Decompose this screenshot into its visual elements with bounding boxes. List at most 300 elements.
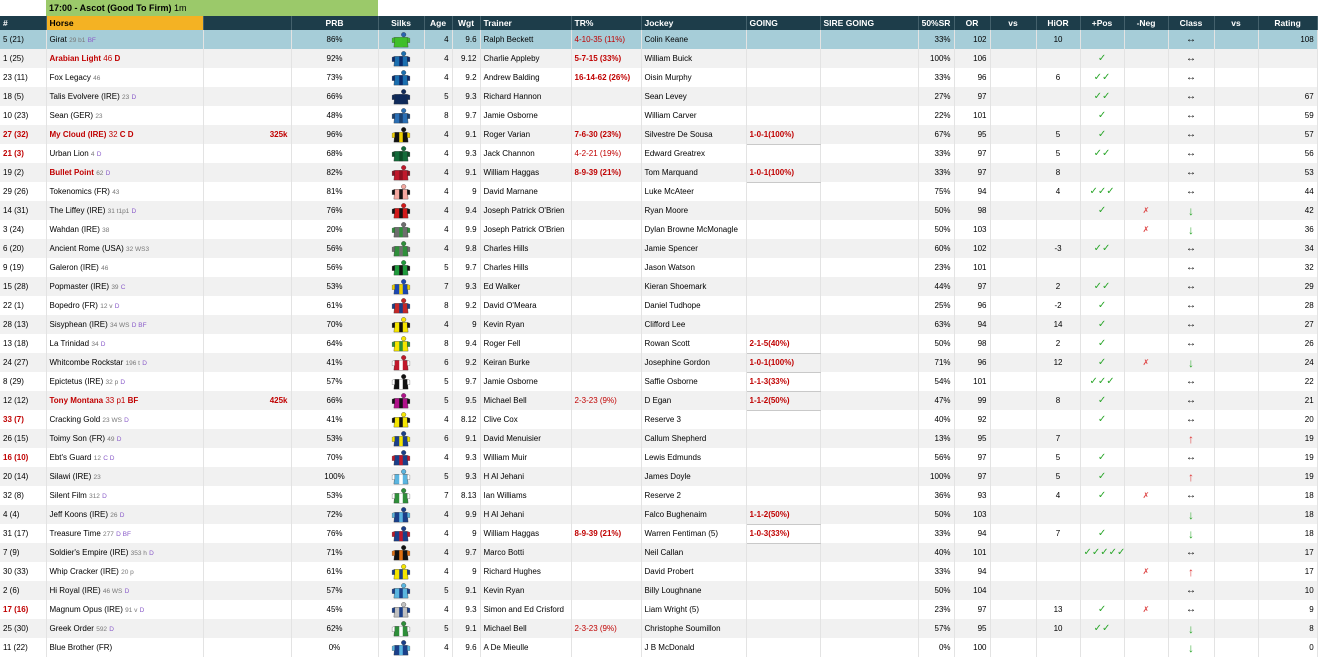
trainer-cell[interactable]	[480, 486, 571, 505]
negative-cell	[1124, 30, 1168, 49]
runner-number-cell	[0, 638, 46, 657]
horse-form-tags: 312	[89, 493, 100, 500]
strike-rate: 54%	[934, 377, 951, 386]
jockey-cell[interactable]	[641, 467, 746, 486]
weight-value-cell	[452, 334, 480, 353]
jockey-cell[interactable]	[641, 30, 746, 49]
runner-row[interactable]	[0, 391, 1317, 410]
horse-cell[interactable]	[46, 68, 203, 87]
rating-cell	[1258, 600, 1317, 619]
arrow-left-right-icon: ↔	[1186, 129, 1197, 140]
horse-cell[interactable]	[46, 619, 203, 638]
runner-number-cell	[0, 391, 46, 410]
trainer-name: Marco Botti	[483, 548, 524, 557]
col-header-vs-14[interactable]: vs	[990, 16, 1036, 30]
class-cell	[1168, 543, 1214, 562]
runner-number-cell	[0, 486, 46, 505]
age-value-cell	[424, 144, 452, 163]
runner-row[interactable]	[0, 429, 1317, 448]
horse-form-tags: 277	[103, 531, 114, 538]
prb-value: 62%	[326, 624, 343, 633]
weight-value-cell	[452, 220, 480, 239]
horse-cell[interactable]	[46, 87, 203, 106]
col-header-or-13[interactable]: OR	[954, 16, 990, 30]
silks-cell	[378, 258, 424, 277]
horse-cell[interactable]	[46, 106, 203, 125]
trainer-cell[interactable]	[480, 258, 571, 277]
vs-cell	[990, 220, 1036, 239]
runner-row[interactable]	[0, 505, 1317, 524]
weight-value: 9.3	[465, 605, 477, 614]
class-cell	[1168, 87, 1214, 106]
going-cell	[746, 106, 820, 125]
trainer-cell[interactable]	[480, 581, 571, 600]
jockey-cell[interactable]	[641, 391, 746, 410]
runner-row[interactable]	[0, 638, 1317, 657]
vs-cell	[990, 391, 1036, 410]
jockey-cell[interactable]	[641, 334, 746, 353]
prb-cell	[291, 429, 378, 448]
horse-cell[interactable]	[46, 448, 203, 467]
rating-cell	[1258, 239, 1317, 258]
trainer-cell[interactable]	[480, 429, 571, 448]
horse-cell[interactable]	[46, 524, 203, 543]
jockey-silks-icon	[392, 92, 410, 101]
trainer-cell[interactable]	[480, 334, 571, 353]
jockey-silks-icon	[392, 605, 410, 614]
negative-cell	[1124, 87, 1168, 106]
runner-number: 24 (27)	[3, 358, 29, 367]
jockey-cell[interactable]	[641, 429, 746, 448]
horse-cell[interactable]	[46, 125, 203, 144]
hior-cell	[1036, 429, 1080, 448]
silks-cell	[378, 296, 424, 315]
jockey-cell[interactable]	[641, 49, 746, 68]
jockey-cell[interactable]	[641, 410, 746, 429]
trainer-cell[interactable]	[480, 201, 571, 220]
positive-cell	[1080, 353, 1124, 372]
jockey-cell[interactable]	[641, 258, 746, 277]
horse-form-tags: 196 t	[125, 360, 140, 367]
horse-cell[interactable]	[46, 429, 203, 448]
jockey-cell[interactable]	[641, 524, 746, 543]
runner-row[interactable]	[0, 239, 1317, 258]
positive-cell	[1080, 391, 1124, 410]
trainer-rate-cell	[571, 106, 641, 125]
runner-number: 19 (2)	[3, 168, 24, 177]
runner-row[interactable]	[0, 277, 1317, 296]
prb-cell	[291, 315, 378, 334]
runner-row[interactable]	[0, 600, 1317, 619]
trainer-cell[interactable]	[480, 182, 571, 201]
horse-form-tags: 33 p1	[105, 396, 126, 405]
trainer-cell[interactable]	[480, 543, 571, 562]
col-header-blank-2[interactable]	[203, 16, 291, 30]
trainer-cell[interactable]	[480, 315, 571, 334]
price-note-cell	[203, 144, 291, 163]
col-header--0[interactable]: #	[0, 16, 46, 30]
official-rating: 96	[977, 358, 987, 367]
horse-form-tags: 26	[110, 512, 118, 519]
col-header-class-18[interactable]: Class	[1168, 16, 1214, 30]
jockey-cell[interactable]	[641, 125, 746, 144]
horse-cell[interactable]	[46, 315, 203, 334]
runner-row[interactable]	[0, 543, 1317, 562]
col-header-pos-16[interactable]: +Pos	[1080, 16, 1124, 30]
horse-cell[interactable]	[46, 49, 203, 68]
strike-rate: 33%	[934, 149, 951, 158]
vs2-cell	[1214, 448, 1258, 467]
going-cell	[746, 201, 820, 220]
trainer-cell[interactable]	[480, 372, 571, 391]
horse-form-tags: 592	[96, 626, 108, 633]
vs-cell	[990, 524, 1036, 543]
jockey-silks-icon	[392, 301, 410, 310]
jockey-cell[interactable]	[641, 353, 746, 372]
jockey-silks-icon	[392, 206, 410, 215]
weight-value-cell	[452, 581, 480, 600]
trainer-cell[interactable]	[480, 144, 571, 163]
jockey-cell[interactable]	[641, 239, 746, 258]
jockey-cell[interactable]	[641, 505, 746, 524]
prb-cell	[291, 106, 378, 125]
trainer-rate: 8-9-39 (21%)	[574, 529, 622, 538]
negative-cell	[1124, 144, 1168, 163]
official-rating-cell	[954, 467, 990, 486]
prb-value: 70%	[326, 320, 343, 329]
age-value-cell	[424, 486, 452, 505]
runner-row[interactable]	[0, 372, 1317, 391]
official-rating: 102	[973, 35, 987, 44]
runner-row[interactable]	[0, 68, 1317, 87]
age-value-cell	[424, 201, 452, 220]
jockey-name: D Egan	[644, 396, 672, 405]
horse-cell[interactable]	[46, 467, 203, 486]
vs2-cell	[1214, 49, 1258, 68]
horse-cell[interactable]	[46, 201, 203, 220]
trainer-cell[interactable]	[480, 49, 571, 68]
official-rating: 97	[977, 453, 987, 462]
price-note-cell	[203, 220, 291, 239]
jockey-cell[interactable]	[641, 296, 746, 315]
jockey-name: Neil Callan	[644, 548, 684, 557]
horse-cell[interactable]	[46, 277, 203, 296]
age-value: 7	[444, 282, 449, 291]
runner-row[interactable]	[0, 467, 1317, 486]
strike-rate-cell	[918, 30, 954, 49]
runner-row[interactable]	[0, 201, 1317, 220]
jockey-cell[interactable]	[641, 619, 746, 638]
horse-cell[interactable]	[46, 258, 203, 277]
strike-rate: 33%	[934, 73, 951, 82]
hior-value: -2	[1054, 301, 1062, 310]
runner-row[interactable]	[0, 619, 1317, 638]
horse-cell[interactable]	[46, 486, 203, 505]
jockey-cell[interactable]	[641, 581, 746, 600]
silks-cell	[378, 334, 424, 353]
jockey-cell[interactable]	[641, 543, 746, 562]
jockey-cell[interactable]	[641, 486, 746, 505]
runner-row[interactable]	[0, 524, 1317, 543]
going-record: 1-1-2(50%)	[749, 396, 790, 405]
horse-cell[interactable]	[46, 410, 203, 429]
jockey-name: Liam Wright (5)	[644, 605, 700, 614]
horse-cell[interactable]	[46, 372, 203, 391]
rating-cell	[1258, 144, 1317, 163]
weight-value: 9.3	[465, 453, 477, 462]
sire-going-cell	[820, 30, 918, 49]
horse-cell[interactable]	[46, 562, 203, 581]
trainer-name: William Haggas	[483, 168, 540, 177]
runner-number-cell	[0, 315, 46, 334]
trainer-cell[interactable]	[480, 277, 571, 296]
hior-cell	[1036, 410, 1080, 429]
trainer-cell[interactable]	[480, 163, 571, 182]
horse-cell[interactable]	[46, 239, 203, 258]
trainer-cell[interactable]	[480, 391, 571, 410]
trainer-cell[interactable]	[480, 353, 571, 372]
prb-value: 68%	[326, 149, 343, 158]
rating-value: 26	[1304, 339, 1314, 348]
strike-rate-cell	[918, 239, 954, 258]
age-value: 4	[444, 149, 449, 158]
trainer-cell[interactable]	[480, 239, 571, 258]
prb-value: 66%	[326, 396, 343, 405]
price-note-cell	[203, 334, 291, 353]
trainer-cell[interactable]	[480, 448, 571, 467]
sire-going-cell	[820, 505, 918, 524]
vs2-cell	[1214, 505, 1258, 524]
trainer-cell[interactable]	[480, 87, 571, 106]
horse-cell[interactable]	[46, 182, 203, 201]
runner-row[interactable]	[0, 353, 1317, 372]
col-header-trainer-7[interactable]: Trainer	[480, 16, 571, 30]
col-header-horse-1[interactable]: Horse	[46, 16, 203, 30]
horse-cell[interactable]	[46, 600, 203, 619]
hior-cell	[1036, 30, 1080, 49]
horse-flags: D BF	[131, 322, 147, 329]
trainer-cell[interactable]	[480, 505, 571, 524]
rating-cell	[1258, 315, 1317, 334]
runner-row[interactable]	[0, 448, 1317, 467]
trainer-rate-cell	[571, 638, 641, 657]
runner-row[interactable]	[0, 315, 1317, 334]
hior-cell	[1036, 524, 1080, 543]
runner-row[interactable]	[0, 144, 1317, 163]
strike-rate-cell	[918, 144, 954, 163]
col-header-vs-19[interactable]: vs	[1214, 16, 1258, 30]
col-header-age-5[interactable]: Age	[424, 16, 452, 30]
horse-cell[interactable]	[46, 638, 203, 657]
horse-name: Popmaster (IRE)	[49, 282, 110, 291]
strike-rate: 23%	[934, 263, 951, 272]
hior-value: 10	[1053, 35, 1063, 44]
horse-name: Tokenomics (FR)	[49, 187, 110, 196]
weight-value: 9.12	[460, 54, 477, 63]
trainer-cell[interactable]	[480, 220, 571, 239]
jockey-cell[interactable]	[641, 448, 746, 467]
trainer-rate-cell	[571, 619, 641, 638]
runner-row[interactable]	[0, 106, 1317, 125]
horse-cell[interactable]	[46, 353, 203, 372]
runner-row[interactable]	[0, 296, 1317, 315]
runner-row[interactable]	[0, 220, 1317, 239]
jockey-name: Silvestre De Sousa	[644, 130, 713, 139]
class-cell	[1168, 429, 1214, 448]
jockey-cell[interactable]	[641, 638, 746, 657]
prb-cell	[291, 296, 378, 315]
jockey-cell[interactable]	[641, 562, 746, 581]
horse-cell[interactable]	[46, 296, 203, 315]
col-header-wgt-6[interactable]: Wgt	[452, 16, 480, 30]
prb-value: 57%	[326, 377, 343, 386]
runner-number-cell	[0, 258, 46, 277]
jockey-cell[interactable]	[641, 372, 746, 391]
trainer-cell[interactable]	[480, 562, 571, 581]
prb-cell	[291, 372, 378, 391]
col-header-sire-going-11[interactable]: SIRE GOING	[820, 16, 918, 30]
jockey-cell[interactable]	[641, 106, 746, 125]
trainer-cell[interactable]	[480, 619, 571, 638]
positive-ticks-icon: ✓✓✓	[1089, 376, 1115, 387]
official-rating: 97	[977, 282, 987, 291]
runner-number: 25 (30)	[3, 624, 29, 633]
class-cell	[1168, 353, 1214, 372]
runner-row[interactable]	[0, 486, 1317, 505]
strike-rate: 33%	[934, 35, 951, 44]
runner-row[interactable]	[0, 581, 1317, 600]
weight-value-cell	[452, 524, 480, 543]
horse-name: Bullet Point	[49, 168, 94, 177]
jockey-cell[interactable]	[641, 68, 746, 87]
col-header-going-10[interactable]: GOING	[746, 16, 820, 30]
hior-value: 7	[1055, 434, 1061, 443]
col-header-silks-4[interactable]: Silks	[378, 16, 424, 30]
weight-value: 9.7	[465, 377, 477, 386]
strike-rate-cell	[918, 581, 954, 600]
jockey-cell[interactable]	[641, 201, 746, 220]
hior-cell	[1036, 505, 1080, 524]
runner-row[interactable]	[0, 410, 1317, 429]
silks-cell	[378, 429, 424, 448]
col-header-tr-8[interactable]: TR%	[571, 16, 641, 30]
horse-cell[interactable]	[46, 144, 203, 163]
positive-cell	[1080, 125, 1124, 144]
positive-cell	[1080, 106, 1124, 125]
horse-name: Silent Film	[49, 491, 87, 500]
class-cell	[1168, 49, 1214, 68]
strike-rate: 57%	[934, 624, 951, 633]
horse-cell[interactable]	[46, 543, 203, 562]
runner-number-cell	[0, 467, 46, 486]
strike-rate: 23%	[934, 605, 951, 614]
jockey-cell[interactable]	[641, 600, 746, 619]
weight-value-cell	[452, 49, 480, 68]
jockey-cell[interactable]	[641, 220, 746, 239]
positive-ticks-icon: ✓	[1097, 338, 1107, 349]
horse-flags: D	[124, 417, 129, 424]
col-header-hior-15[interactable]: HiOR	[1036, 16, 1080, 30]
trainer-cell[interactable]	[480, 68, 571, 87]
runner-row[interactable]	[0, 258, 1317, 277]
trainer-name: William Muir	[483, 453, 528, 462]
trainer-cell[interactable]	[480, 467, 571, 486]
positive-ticks-icon: ✓✓✓✓✓	[1083, 547, 1126, 558]
runner-row[interactable]	[0, 125, 1317, 144]
trainer-cell[interactable]	[480, 106, 571, 125]
hior-cell	[1036, 334, 1080, 353]
prb-cell	[291, 391, 378, 410]
trainer-cell[interactable]	[480, 638, 571, 657]
col-header-neg-17[interactable]: -Neg	[1124, 16, 1168, 30]
price-note-cell	[203, 524, 291, 543]
trainer-rate-cell	[571, 429, 641, 448]
class-cell	[1168, 144, 1214, 163]
class-cell	[1168, 467, 1214, 486]
horse-cell[interactable]	[46, 220, 203, 239]
trainer-cell[interactable]	[480, 296, 571, 315]
col-header-50-sr-12[interactable]: 50%SR	[918, 16, 954, 30]
col-header-prb-3[interactable]: PRB	[291, 16, 378, 30]
trainer-name: Ed Walker	[483, 282, 521, 291]
runner-number-cell	[0, 448, 46, 467]
prb-cell	[291, 353, 378, 372]
jockey-cell[interactable]	[641, 144, 746, 163]
trainer-name: Ian Williams	[483, 491, 527, 500]
runner-row[interactable]	[0, 49, 1317, 68]
col-header-jockey-9[interactable]: Jockey	[641, 16, 746, 30]
official-rating: 93	[977, 491, 987, 500]
trainer-cell[interactable]	[480, 600, 571, 619]
horse-cell[interactable]	[46, 163, 203, 182]
rating-cell	[1258, 486, 1317, 505]
runner-row[interactable]	[0, 182, 1317, 201]
trainer-cell[interactable]	[480, 524, 571, 543]
runner-row[interactable]	[0, 87, 1317, 106]
prb-value: 53%	[326, 491, 343, 500]
horse-cell[interactable]	[46, 391, 203, 410]
class-cell	[1168, 296, 1214, 315]
runner-row[interactable]	[0, 30, 1317, 49]
runner-row[interactable]	[0, 562, 1317, 581]
runner-row[interactable]	[0, 163, 1317, 182]
runner-row[interactable]	[0, 334, 1317, 353]
trainer-cell[interactable]	[480, 125, 571, 144]
silks-cell	[378, 543, 424, 562]
going-cell	[746, 182, 820, 201]
trainer-cell[interactable]	[480, 410, 571, 429]
jockey-cell[interactable]	[641, 87, 746, 106]
prb-cell	[291, 505, 378, 524]
horse-cell[interactable]	[46, 505, 203, 524]
jockey-cell[interactable]	[641, 182, 746, 201]
vs-cell	[990, 505, 1036, 524]
official-rating-cell	[954, 277, 990, 296]
jockey-cell[interactable]	[641, 315, 746, 334]
jockey-cell[interactable]	[641, 163, 746, 182]
horse-cell[interactable]	[46, 334, 203, 353]
horse-name: My Cloud (IRE)	[49, 130, 107, 139]
jockey-cell[interactable]	[641, 277, 746, 296]
col-header-rating-20[interactable]: Rating	[1258, 16, 1317, 30]
positive-ticks-icon: ✓	[1097, 53, 1107, 64]
vs2-cell	[1214, 410, 1258, 429]
hior-cell	[1036, 201, 1080, 220]
official-rating: 97	[977, 472, 987, 481]
horse-cell[interactable]	[46, 581, 203, 600]
trainer-cell[interactable]	[480, 30, 571, 49]
horse-cell[interactable]	[46, 30, 203, 49]
